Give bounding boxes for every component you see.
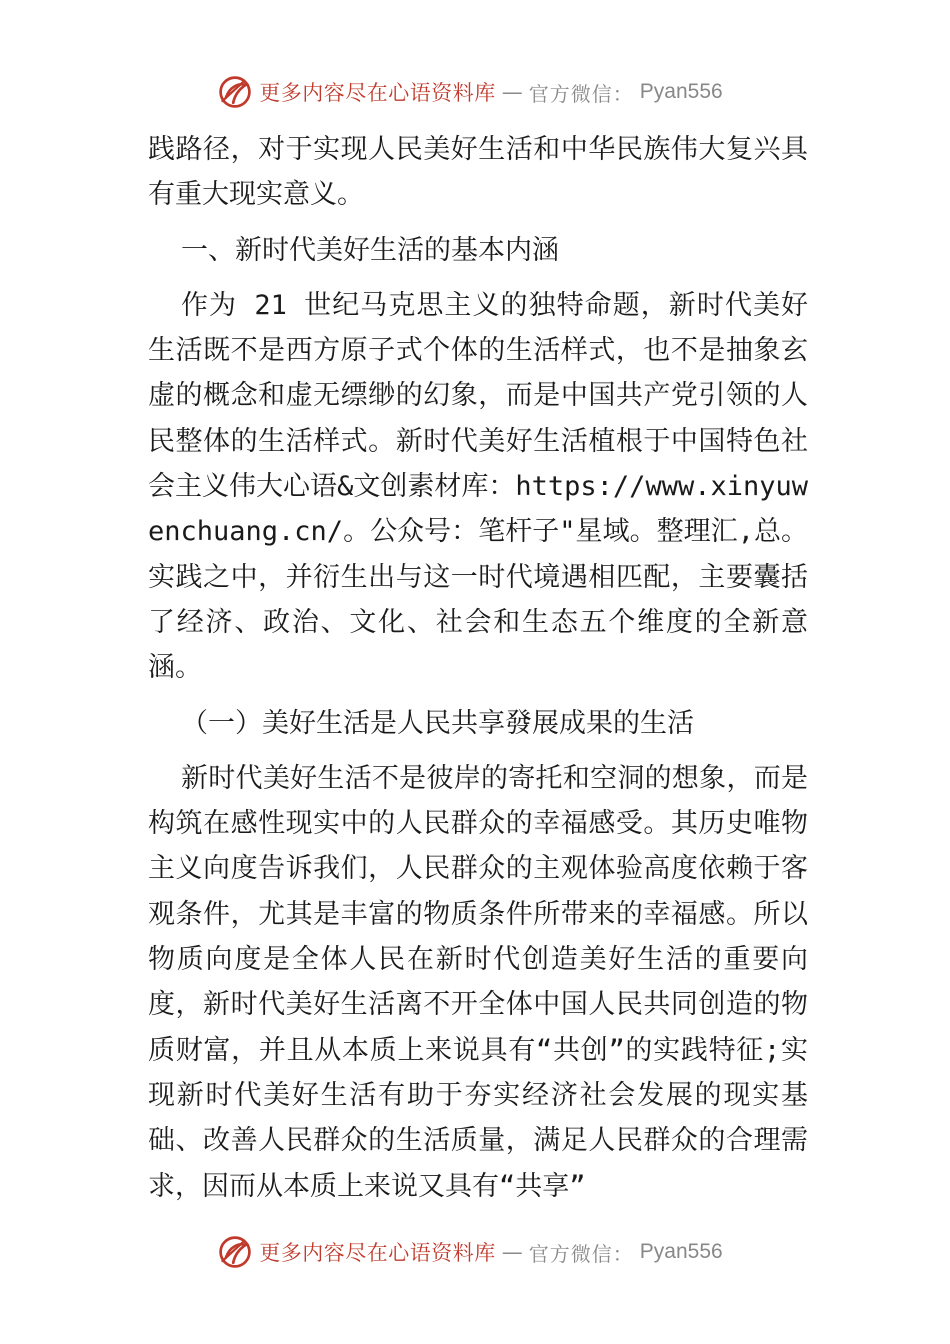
paragraph-continuation: 践路径，对于实现人民美好生活和中华民族伟大复兴具有重大现实意义。 xyxy=(148,134,808,211)
document-body xyxy=(148,127,808,1209)
footer-banner xyxy=(0,1230,950,1274)
header-banner-inner xyxy=(217,74,722,110)
footer-banner-inner xyxy=(217,1234,722,1270)
footer-banner-text: 更多内容尽在心语资料库 xyxy=(259,1241,496,1265)
paragraph-body: 作为 21 世纪马克思主义的独特命题，新时代美好生活既不是西方原子式个体的生活样式，也不是抽象玄虚的概念和虚无缥缈的幻象，而是中国共产党引领的人民整体的生活样式。新时代美好生活植根于中国特色社会主义伟大心语&文创素材库：https://www.xinyuwenchuang.cn/。公众号：笔杆子"星域。整理汇,总。实践之中，并衍生出与这一时代境遇相匹配，主要囊括了经济、政治、文化、社会和生态五个维度的全新意涵。 xyxy=(148,289,808,684)
brand-logo-icon xyxy=(217,1234,253,1270)
header-wechat-id: Pyan556 xyxy=(639,80,723,103)
header-wechat-label: 官方微信： xyxy=(528,81,634,106)
section-heading: 一、新时代美好生活的基本内涵 xyxy=(181,234,559,266)
subsection-heading: （一）美好生活是人民共享發展成果的生活 xyxy=(181,707,694,739)
brand-logo-icon xyxy=(217,74,253,110)
header-banner xyxy=(0,70,950,114)
header-banner-separator: — xyxy=(501,80,523,104)
footer-wechat-label: 官方微信： xyxy=(528,1241,634,1266)
footer-banner-separator: — xyxy=(501,1240,523,1264)
footer-wechat-id: Pyan556 xyxy=(639,1240,723,1263)
header-banner-text: 更多内容尽在心语资料库 xyxy=(259,81,496,105)
paragraph-body: 新时代美好生活不是彼岸的寄托和空洞的想象，而是构筑在感性现实中的人民群众的幸福感受。其历史唯物主义向度告诉我们，人民群众的主观体验高度依赖于客观条件，尤其是丰富的物质条件所带来的幸福感。所以物质向度是全体人民在新时代创造美好生活的重要向度，新时代美好生活离不开全体中国人民共同创造的物质财富，并且从本质上来说具有“共创”的实践特征;实现新时代美好生活有助于夯实经济社会发展的现实基础、改善人民群众的生活质量，满足人民群众的合理需求，因而从本质上来说又具有“共享” xyxy=(148,762,808,1202)
